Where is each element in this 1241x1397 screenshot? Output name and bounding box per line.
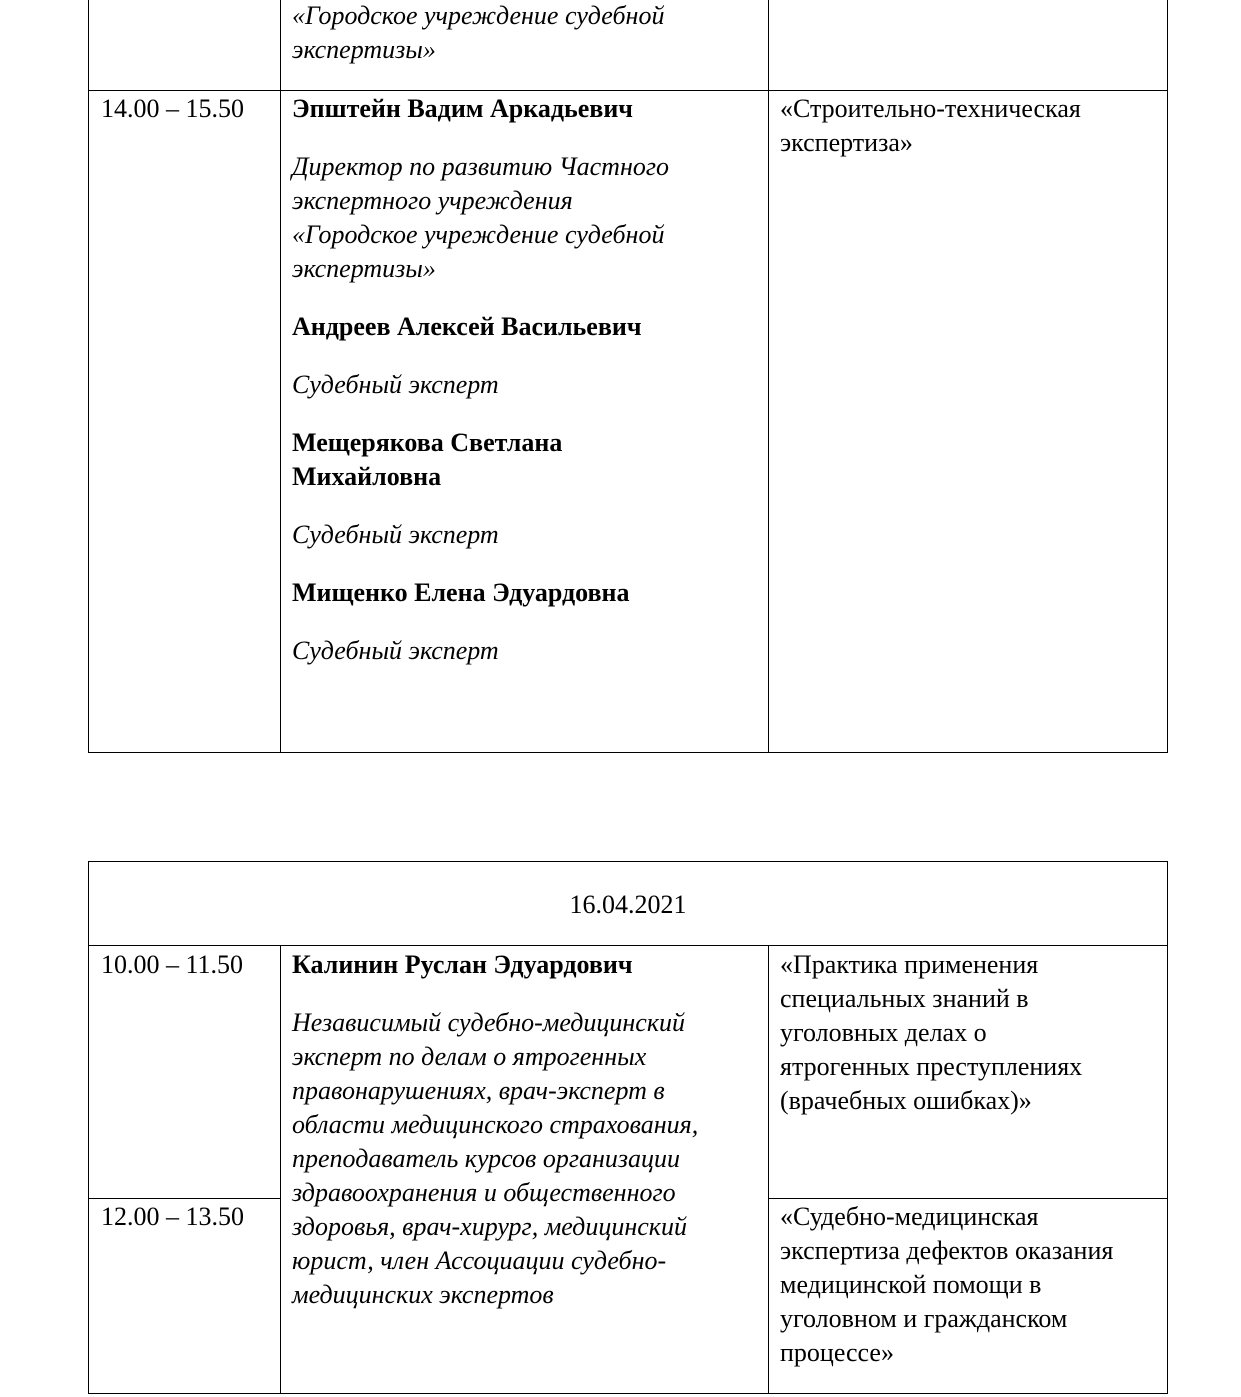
speaker-name: Андреев Алексей Васильевич <box>292 312 642 341</box>
session-time: 12.00 – 13.50 <box>101 1202 244 1231</box>
table2-row-divider-time <box>88 1198 281 1199</box>
speaker-role: Судебный эксперт <box>292 370 499 399</box>
table2-right-border <box>1167 861 1168 1394</box>
table1-col-divider-2 <box>768 0 769 753</box>
continued-org-text: «Городское учреждение судебной экспертизы» <box>292 1 665 64</box>
speaker-name: Мещерякова Светлана Михайловна <box>292 428 563 491</box>
speaker-cell <box>292 948 762 1312</box>
session-topic: «Практика применения специальных знаний в уголовных делах о ятрогенных преступлениях (врачебных ошибках)» <box>780 950 1083 1115</box>
table1-right-border <box>1167 0 1168 753</box>
speaker-role: Судебный эксперт <box>292 636 499 665</box>
session-topic: «Строительно-техническая экспертиза» <box>780 94 1081 157</box>
session-topic: «Судебно-медицинская экспертиза дефектов оказания медицинской помощи в уголовном и гражданском процессе» <box>780 1202 1114 1367</box>
speaker-role: Директор по развитию Частного экспертного учреждения «Городское учреждение судебной экспертизы» <box>292 152 669 283</box>
table1-row-divider <box>88 90 1168 91</box>
table2-col-divider-1 <box>280 945 281 1394</box>
table2-date-divider <box>88 945 1168 946</box>
speakers-cell <box>292 92 762 668</box>
table1-left-border <box>88 0 89 753</box>
speaker-name: Мищенко Елена Эдуардовна <box>292 578 630 607</box>
speaker-role: Независимый судебно-медицинский эксперт по делам о ятрогенных правонарушениях, врач-эксперт в области медицинского страхования, преподаватель курсов организации здравоохранения и общественного здоровья, врач-хирург, медицинский юрист, член Ассоциации судебно- медицинских экспертов <box>292 1008 699 1309</box>
table2-row-divider-topic <box>768 1198 1168 1199</box>
table1-col-divider-1 <box>280 0 281 753</box>
table2-col-divider-2 <box>768 945 769 1394</box>
table2-left-border <box>88 861 89 1394</box>
speaker-name: Эпштейн Вадим Аркадьевич <box>292 94 633 123</box>
table1-bottom-border <box>88 752 1168 753</box>
speaker-role: Судебный эксперт <box>292 520 499 549</box>
session-time: 10.00 – 11.50 <box>101 950 244 979</box>
table2-bottom-border <box>88 1393 1168 1394</box>
session-time: 14.00 – 15.50 <box>101 94 244 123</box>
table2-top-border <box>88 861 1168 862</box>
speaker-name: Калинин Руслан Эдуардович <box>292 950 633 979</box>
session-date: 16.04.2021 <box>569 890 687 919</box>
